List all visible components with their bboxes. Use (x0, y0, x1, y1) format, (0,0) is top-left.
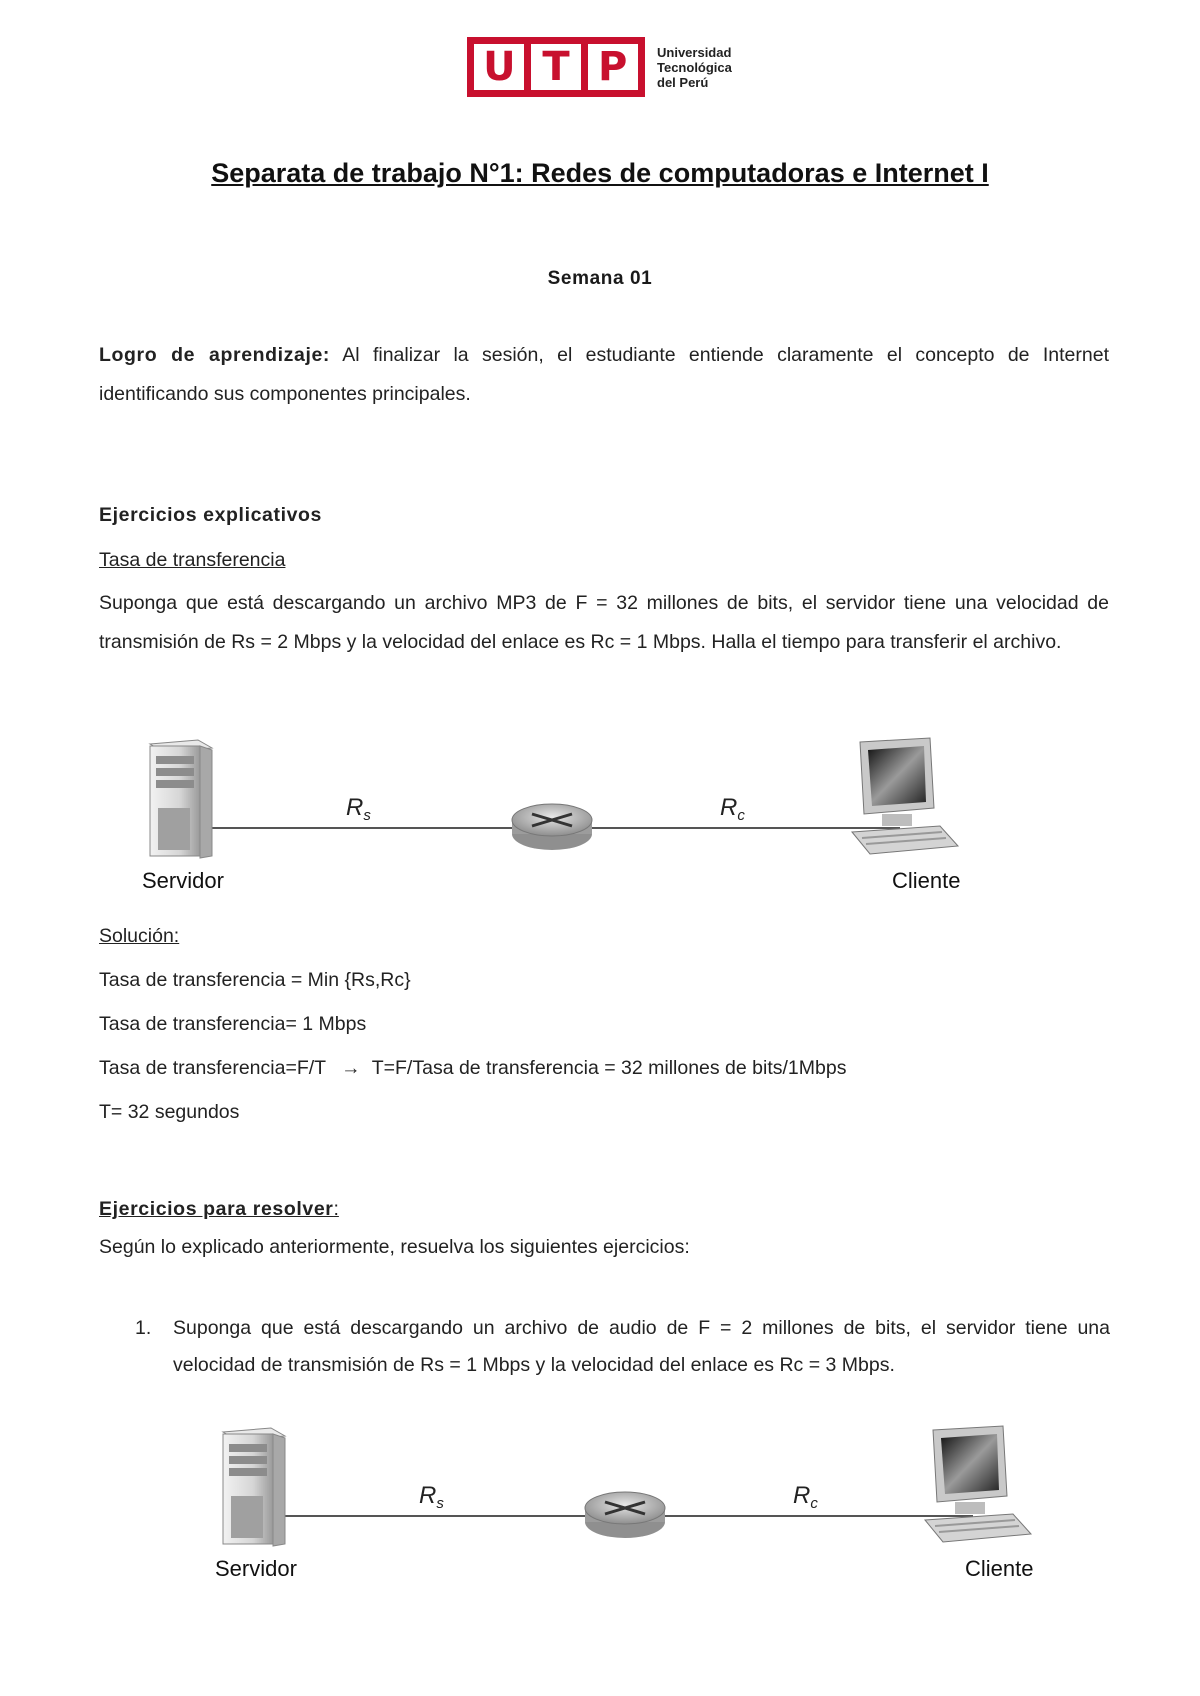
solution-line-3a: Tasa de transferencia=F/T (99, 1057, 326, 1079)
solution-line-3b: T=F/Tasa de transferencia = 32 millones de bits/1Mbps (371, 1057, 847, 1079)
server-label: Servidor (215, 1556, 297, 1581)
client-label: Cliente (892, 868, 961, 893)
client-icon (925, 1426, 1031, 1542)
to-solve-heading-row (99, 1198, 339, 1221)
transfer-rate-subheading: Tasa de transferencia (99, 549, 286, 571)
logo-line-2: Tecnológica (657, 59, 732, 75)
router-icon (585, 1492, 665, 1538)
rs-label: $R_s$ (419, 1482, 444, 1512)
rc-label: $R_c$ (720, 794, 745, 824)
rs-label: $R_s$ (346, 794, 371, 824)
list-item (135, 1310, 1110, 1384)
explanatory-problem: Suponga que está descargando un archivo MP3 de F = 32 millones de bits, el servidor tiene una velocidad de transmisión de Rs = 2 Mbps y la velocidad del enlace es Rc = 1 Mbps. Halla el tiempo para transferir el archivo. (99, 592, 1109, 653)
achievement-label: Logro de aprendizaje: (99, 344, 331, 366)
solution-heading: Solución: (99, 925, 180, 947)
to-solve-heading: Ejercicios para resolver (99, 1198, 334, 1220)
list-item-number: 1. (135, 1317, 152, 1339)
network-diagram-2 (213, 1418, 1073, 1588)
logo-letter-t: T (531, 44, 581, 90)
rc-label: $R_c$ (793, 1482, 818, 1512)
document-title: Separata de trabajo N°1: Redes de computadoras e Internet I (211, 158, 989, 188)
utp-logo-mark (467, 37, 645, 97)
to-solve-intro: Según lo explicado anteriormente, resuelva los siguientes ejercicios: (99, 1236, 690, 1258)
logo-line-1: Universidad (657, 44, 732, 60)
solution-line-3 (99, 1057, 846, 1080)
arrow-right-icon: → (341, 1057, 361, 1079)
utp-logo (467, 37, 732, 97)
logo-letter-p: P (588, 44, 638, 90)
list-item-text: Suponga que está descargando un archivo de audio de F = 2 millones de bits, el servidor tiene una velocidad de transmisión de Rs = 1 Mbps y la velocidad del enlace es Rc = 3 Mbps. (173, 1317, 1110, 1376)
logo-line-3: del Perú (657, 74, 709, 90)
logo-wordmark (657, 45, 732, 90)
server-icon (223, 1428, 285, 1546)
solution-line-1: Tasa de transferencia = Min {Rs,Rc} (99, 969, 411, 991)
explanatory-heading: Ejercicios explicativos (99, 504, 322, 526)
solution-line-4: T= 32 segundos (99, 1101, 240, 1123)
to-solve-heading-colon: : (333, 1198, 339, 1220)
achievement-paragraph (99, 336, 1109, 414)
server-label: Servidor (142, 868, 224, 893)
network-diagram-1 (140, 730, 1000, 900)
client-icon (852, 738, 958, 854)
week-label: Semana 01 (547, 268, 653, 289)
router-icon (512, 804, 592, 850)
server-icon (150, 740, 212, 858)
logo-letter-u: U (474, 44, 524, 90)
client-label: Cliente (965, 1556, 1034, 1581)
solution-line-2: Tasa de transferencia= 1 Mbps (99, 1013, 367, 1035)
achievement-text: Al finalizar la sesión, el estudiante entiende claramente el concepto de Internet identificando sus componentes principales. (99, 344, 1109, 405)
